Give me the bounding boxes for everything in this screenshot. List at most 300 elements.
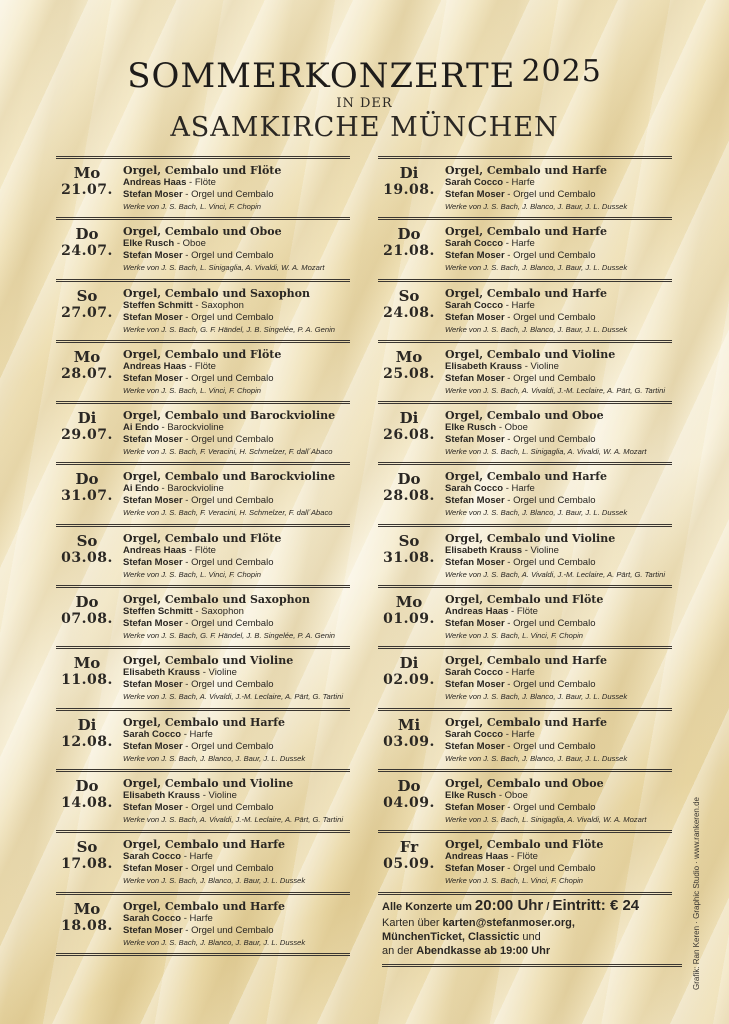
organist-instrument: - Orgel und Cembalo	[182, 189, 274, 200]
performer-line	[445, 729, 672, 741]
concert-info	[123, 225, 350, 273]
organist-line	[445, 863, 672, 875]
performer-name: Steffen Schmitt	[123, 299, 193, 311]
organist-name: Stefan Moser	[123, 740, 183, 752]
concert-info	[123, 777, 350, 825]
concert-works: Werke von J. S. Bach, L. Sinigaglia, A. Vivaldi, W. A. Mozart	[445, 447, 647, 457]
performer-instrument: - Oboe	[174, 238, 206, 250]
concert-entry	[56, 769, 350, 830]
concert-info	[123, 532, 350, 580]
performer-line	[445, 177, 672, 189]
organist-instrument: - Orgel und Cembalo	[182, 618, 274, 630]
organist-line	[123, 802, 350, 814]
performer-name: Elisabeth Krauss	[445, 360, 523, 372]
performer-instrument: - Violine	[200, 667, 237, 679]
concert-program: Orgel, Cembalo und Violine	[445, 347, 616, 361]
performer-instrument: - Flöte	[508, 851, 538, 863]
organist-instrument: - Orgel und Cembalo	[182, 924, 274, 936]
organist-name: Stefan Moser	[445, 556, 505, 568]
organist-instrument: - Orgel und Cembalo	[504, 740, 596, 752]
concert-date-value: 19.08.	[383, 182, 435, 198]
organist-instrument: - Orgel und Cembalo	[182, 250, 274, 262]
concert-entry	[56, 279, 350, 340]
concert-date	[378, 533, 440, 567]
organist-line	[123, 618, 350, 630]
concert-works: Werke von J. S. Bach, L. Vinci, F. Chopin	[445, 631, 584, 641]
organist-instrument: - Orgel und Cembalo	[182, 801, 274, 813]
concert-date	[378, 410, 440, 444]
performer-name: Ai Endo	[123, 422, 159, 434]
performer-instrument: - Harfe	[181, 851, 213, 863]
column-end-rule	[56, 953, 350, 956]
performer-instrument: - Violine	[522, 544, 559, 556]
outlets-line	[382, 930, 682, 944]
concert-program: Orgel, Cembalo und Violine	[123, 776, 294, 790]
organist-name: Stefan Moser	[445, 679, 505, 691]
organist-instrument: - Orgel und Cembalo	[504, 434, 596, 446]
performer-line	[445, 238, 672, 250]
organist-name: Stefan Moser	[123, 556, 183, 568]
concert-date-value: 24.08.	[383, 304, 435, 321]
organist-instrument: - Orgel und Cembalo	[182, 556, 274, 568]
performer-line	[445, 790, 672, 802]
concert-works: Werke von J. S. Bach, J. Blanco, J. Baur, J. L. Dussek	[445, 202, 628, 211]
title-year: 2025	[521, 54, 602, 89]
organist-line	[123, 557, 350, 569]
concert-date-value: 02.09.	[383, 672, 435, 689]
concert-info	[123, 838, 350, 886]
concert-date-value: 03.09.	[383, 733, 435, 750]
concert-date-value: 31.08.	[383, 549, 435, 566]
concert-weekday: Di	[399, 654, 419, 673]
organist-instrument: - Orgel und Cembalo	[504, 556, 596, 568]
organist-name: Stefan Moser	[123, 434, 183, 446]
graphic-credit: Grafik: Ran Keren · Graphic Studio · www.rankeren.de	[692, 797, 701, 990]
performer-name: Elke Rusch	[445, 789, 497, 801]
performer-line	[123, 422, 350, 434]
concert-entry	[378, 646, 672, 707]
concert-entry	[378, 462, 672, 523]
concert-program: Orgel, Cembalo und Oboe	[445, 776, 604, 790]
performer-line	[445, 667, 672, 679]
performer-name: Elisabeth Krauss	[123, 789, 201, 801]
performer-line	[123, 483, 350, 495]
organist-line	[445, 618, 672, 630]
performer-instrument: - Harfe	[503, 299, 535, 311]
performer-line	[445, 361, 672, 373]
concert-info	[445, 470, 672, 518]
concert-date	[56, 288, 118, 322]
concert-entry	[378, 769, 672, 830]
concert-weekday: Mo	[395, 347, 423, 366]
performer-name: Ai Endo	[123, 483, 159, 495]
performer-name: Elisabeth Krauss	[445, 544, 523, 556]
concert-works: Werke von J. S. Bach, J. Blanco, J. Baur, J. L. Dussek	[445, 508, 628, 518]
concert-date	[378, 655, 440, 689]
organist-line	[445, 189, 672, 201]
poster-title	[0, 54, 729, 96]
concert-date	[378, 594, 440, 628]
performer-instrument: - Oboe	[496, 422, 528, 434]
concert-info	[445, 838, 672, 886]
performer-instrument: - Flöte	[508, 606, 538, 618]
concert-info	[123, 409, 350, 457]
performer-name: Elke Rusch	[445, 422, 497, 434]
performer-instrument: - Flöte	[186, 360, 216, 372]
organist-instrument: - Orgel und Cembalo	[182, 495, 274, 507]
concert-date	[378, 839, 440, 873]
organist-line	[123, 863, 350, 875]
ticket-email-link[interactable]: karten@stefanmoser.org,	[442, 917, 575, 929]
concert-weekday: Mo	[73, 164, 101, 182]
organist-line	[445, 679, 672, 691]
performer-instrument: - Harfe	[503, 483, 535, 495]
concert-entry	[56, 892, 350, 953]
performer-name: Andreas Haas	[123, 360, 187, 372]
performer-instrument: - Violine	[200, 789, 237, 801]
concert-weekday: So	[398, 531, 420, 550]
performer-line	[123, 667, 350, 679]
performer-line	[123, 606, 350, 618]
concert-date	[378, 288, 440, 322]
concert-works: Werke von J. S. Bach, J. Blanco, J. Baur, J. L. Dussek	[445, 692, 628, 702]
concert-date-value: 31.07.	[61, 488, 113, 505]
concert-program: Orgel, Cembalo und Harfe	[445, 654, 608, 668]
concert-program: Orgel, Cembalo und Flöte	[445, 838, 604, 852]
concert-weekday: Fr	[399, 838, 419, 857]
concert-date-value: 18.08.	[61, 917, 113, 934]
concert-weekday: Di	[77, 409, 97, 428]
concert-works: Werke von J. S. Bach, A. Vivaldi, J.-M. Leclaire, A. Pärt, G. Tartini	[123, 692, 344, 702]
concert-info	[445, 654, 672, 702]
organist-line	[123, 312, 350, 324]
organist-instrument: - Orgel und Cembalo	[504, 189, 596, 200]
concert-date	[56, 655, 118, 689]
concert-date	[378, 165, 440, 199]
concert-program: Orgel, Cembalo und Harfe	[123, 899, 286, 913]
separator: /	[543, 901, 553, 913]
concert-info	[445, 409, 672, 457]
organist-instrument: - Orgel und Cembalo	[182, 372, 274, 384]
concert-date-value: 26.08.	[383, 427, 435, 444]
concert-info	[445, 593, 672, 641]
performer-instrument: - Harfe	[181, 912, 213, 924]
schedule-column-left	[56, 156, 350, 956]
concert-works: Werke von J. S. Bach, A. Vivaldi, J.-M. Leclaire, A. Pärt, G. Tartini	[123, 814, 344, 824]
performer-instrument: - Harfe	[503, 728, 535, 740]
concert-weekday: Do	[75, 225, 99, 244]
performer-instrument: - Flöte	[186, 544, 216, 556]
concert-date-value: 29.07.	[61, 427, 113, 444]
concert-entry	[378, 156, 672, 217]
concert-date	[378, 778, 440, 812]
concert-info	[445, 348, 672, 396]
organist-line	[123, 741, 350, 753]
concert-entry	[378, 401, 672, 462]
performer-name: Sarah Cocco	[445, 177, 504, 188]
concert-entry	[56, 156, 350, 217]
concert-works: Werke von J. S. Bach, L. Sinigaglia, A. Vivaldi, W. A. Mozart	[445, 814, 647, 824]
concert-date-value: 28.08.	[383, 488, 435, 505]
concert-weekday: So	[76, 286, 98, 305]
concert-entry	[378, 708, 672, 769]
organist-line	[123, 434, 350, 446]
concert-info	[123, 470, 350, 518]
concert-program: Orgel, Cembalo und Oboe	[445, 409, 604, 423]
concert-date-value: 21.07.	[61, 182, 113, 198]
concert-entry	[378, 217, 672, 278]
concert-program: Orgel, Cembalo und Harfe	[445, 470, 608, 484]
concert-date	[56, 165, 118, 199]
concert-works: Werke von J. S. Bach, F. Veracini, H. Schmelzer, F. dall´Abaco	[123, 508, 333, 518]
performer-instrument: - Harfe	[181, 728, 213, 740]
concert-entry	[378, 279, 672, 340]
concert-entry	[56, 462, 350, 523]
performer-line	[123, 729, 350, 741]
organist-line	[445, 434, 672, 446]
organist-name: Stefan Moser	[123, 679, 183, 691]
time-admission-line	[382, 897, 682, 916]
organist-line	[123, 679, 350, 691]
concert-program: Orgel, Cembalo und Oboe	[123, 225, 282, 239]
concert-entry	[56, 708, 350, 769]
concert-program: Orgel, Cembalo und Saxophon	[123, 286, 310, 300]
concert-date-value: 04.09.	[383, 794, 435, 811]
concert-weekday: Do	[397, 776, 421, 795]
venue-title: ASAMKIRCHE MÜNCHEN	[170, 112, 559, 143]
concert-date	[378, 471, 440, 505]
organist-name: Stefan Moser	[445, 311, 505, 323]
organist-name: Stefan Moser	[445, 801, 505, 813]
title-text: SOMMERKONZERTE	[127, 56, 516, 96]
outlets-suffix: und	[519, 931, 541, 943]
concert-works: Werke von J. S. Bach, L. Vinci, F. Chopin	[123, 385, 262, 395]
organist-name: Stefan Moser	[123, 372, 183, 384]
performer-line	[123, 300, 350, 312]
concert-entry	[378, 830, 672, 891]
concert-date	[56, 594, 118, 628]
organist-name: Stefan Moser	[445, 189, 505, 200]
performer-line	[445, 300, 672, 312]
concert-info	[123, 593, 350, 641]
performer-line	[123, 238, 350, 250]
ticket-outlets: MünchenTicket, Classictic	[382, 931, 520, 943]
concert-weekday: So	[76, 531, 98, 550]
performer-line	[445, 545, 672, 557]
performer-instrument: - Saxophon	[192, 299, 244, 311]
organist-name: Stefan Moser	[445, 618, 505, 630]
performer-name: Andreas Haas	[123, 544, 187, 556]
concert-date-value: 25.08.	[383, 365, 435, 382]
performer-instrument: - Harfe	[503, 177, 535, 188]
concert-program: Orgel, Cembalo und Saxophon	[123, 593, 310, 607]
concert-date-value: 24.07.	[61, 243, 113, 260]
performer-name: Sarah Cocco	[445, 483, 504, 495]
performer-name: Andreas Haas	[123, 177, 187, 188]
organist-line	[445, 373, 672, 385]
performer-name: Sarah Cocco	[123, 728, 182, 740]
subtitle-in-der: IN DER	[336, 96, 393, 111]
organist-line	[123, 495, 350, 507]
concert-works: Werke von J. S. Bach, G. F. Händel, J. B. Singelée, P. A. Genin	[123, 631, 336, 641]
concert-weekday: Do	[75, 470, 99, 489]
concert-info	[445, 716, 672, 764]
organist-instrument: - Orgel und Cembalo	[182, 863, 274, 875]
concert-weekday: Di	[399, 164, 419, 182]
concert-date	[56, 901, 118, 935]
performer-name: Sarah Cocco	[445, 299, 504, 311]
performer-instrument: - Barockvioline	[158, 422, 224, 434]
concert-entry	[378, 524, 672, 585]
performer-name: Sarah Cocco	[445, 728, 504, 740]
concert-works: Werke von J. S. Bach, L. Vinci, F. Chopin	[445, 876, 584, 886]
concert-weekday: Mo	[73, 654, 101, 673]
performer-instrument: - Flöte	[186, 177, 216, 188]
concert-info	[123, 654, 350, 702]
concert-date-value: 05.09.	[383, 856, 435, 873]
organist-name: Stefan Moser	[445, 434, 505, 446]
performer-line	[123, 851, 350, 863]
concert-works: Werke von J. S. Bach, J. Blanco, J. Baur, J. L. Dussek	[445, 324, 628, 334]
organist-line	[445, 741, 672, 753]
performer-name: Sarah Cocco	[123, 851, 182, 863]
performer-instrument: - Harfe	[503, 667, 535, 679]
concert-works: Werke von J. S. Bach, F. Veracini, H. Schmelzer, F. dall´Abaco	[123, 447, 333, 457]
concert-program: Orgel, Cembalo und Harfe	[123, 715, 286, 729]
concert-program: Orgel, Cembalo und Harfe	[445, 715, 608, 729]
concert-date-value: 17.08.	[61, 856, 113, 873]
organist-instrument: - Orgel und Cembalo	[504, 618, 596, 630]
concert-works: Werke von J. S. Bach, J. Blanco, J. Baur, J. L. Dussek	[123, 937, 306, 947]
concert-works: Werke von J. S. Bach, A. Vivaldi, J.-M. Leclaire, A. Pärt, G. Tartini	[445, 385, 666, 395]
organist-instrument: - Orgel und Cembalo	[182, 679, 274, 691]
concert-works: Werke von J. S. Bach, J. Blanco, J. Baur, J. L. Dussek	[123, 753, 306, 763]
concert-info	[123, 348, 350, 396]
admission-price: Eintritt: € 24	[552, 897, 640, 914]
organist-line	[445, 802, 672, 814]
time-prefix: Alle Konzerte um	[382, 901, 475, 913]
organist-instrument: - Orgel und Cembalo	[182, 434, 274, 446]
tickets-prefix: Karten über	[382, 917, 443, 929]
organist-line	[445, 312, 672, 324]
concert-program: Orgel, Cembalo und Barockvioline	[123, 409, 336, 423]
concert-date	[378, 717, 440, 751]
performer-line	[445, 606, 672, 618]
concert-date	[56, 471, 118, 505]
concert-date-value: 07.08.	[61, 611, 113, 628]
concert-date	[378, 349, 440, 383]
organist-line	[123, 925, 350, 937]
concert-entry	[56, 217, 350, 278]
concert-date	[56, 778, 118, 812]
box-office: Abendkasse ab 19:00 Uhr	[416, 945, 551, 957]
concert-info	[123, 716, 350, 764]
concert-date	[56, 533, 118, 567]
organist-instrument: - Orgel und Cembalo	[504, 372, 596, 384]
concert-date-value: 11.08.	[61, 672, 113, 689]
performer-name: Sarah Cocco	[445, 238, 504, 250]
concert-date-value: 03.08.	[61, 549, 113, 566]
performer-line	[123, 790, 350, 802]
box-office-prefix: an der	[382, 945, 417, 957]
organist-line	[445, 495, 672, 507]
concert-entry	[56, 585, 350, 646]
concert-weekday: Mo	[395, 593, 423, 612]
concert-program: Orgel, Cembalo und Flöte	[123, 531, 282, 545]
organist-instrument: - Orgel und Cembalo	[504, 250, 596, 262]
organist-line	[445, 557, 672, 569]
concert-time: 20:00 Uhr	[474, 897, 544, 914]
concert-entry	[56, 646, 350, 707]
performer-line	[445, 851, 672, 863]
performer-instrument: - Barockvioline	[158, 483, 224, 495]
concert-program: Orgel, Cembalo und Harfe	[445, 286, 608, 300]
organist-name: Stefan Moser	[123, 495, 183, 507]
performer-name: Elke Rusch	[123, 238, 175, 250]
concert-works: Werke von J. S. Bach, L. Vinci, F. Chopin	[123, 202, 262, 211]
performer-name: Andreas Haas	[445, 851, 509, 863]
performer-line	[445, 483, 672, 495]
concert-program: Orgel, Cembalo und Flöte	[123, 164, 282, 177]
performer-instrument: - Harfe	[503, 238, 535, 250]
concert-weekday: Mo	[73, 347, 101, 366]
concert-info	[445, 287, 672, 335]
concert-info	[445, 225, 672, 273]
box-office-line	[382, 944, 682, 958]
performer-name: Sarah Cocco	[445, 667, 504, 679]
organist-line	[445, 250, 672, 262]
organist-instrument: - Orgel und Cembalo	[504, 311, 596, 323]
concert-works: Werke von J. S. Bach, L. Vinci, F. Chopin	[123, 569, 262, 579]
concert-program: Orgel, Cembalo und Flöte	[123, 347, 282, 361]
performer-line	[123, 913, 350, 925]
concert-date-value: 12.08.	[61, 733, 113, 750]
organist-name: Stefan Moser	[123, 311, 183, 323]
ticket-info	[382, 897, 682, 967]
organist-line	[123, 373, 350, 385]
organist-instrument: - Orgel und Cembalo	[182, 311, 274, 323]
concert-works: Werke von J. S. Bach, J. Blanco, J. Baur, J. L. Dussek	[123, 876, 306, 886]
concert-entry	[56, 401, 350, 462]
performer-instrument: - Oboe	[496, 789, 528, 801]
organist-name: Stefan Moser	[123, 863, 183, 875]
concert-weekday: Do	[75, 776, 99, 795]
concert-weekday: So	[76, 838, 98, 857]
concert-program: Orgel, Cembalo und Harfe	[445, 164, 608, 177]
concert-weekday: So	[398, 286, 420, 305]
tickets-line	[382, 916, 682, 930]
concert-weekday: Di	[77, 715, 97, 734]
column-end-rule	[378, 892, 672, 895]
concert-weekday: Do	[75, 593, 99, 612]
organist-name: Stefan Moser	[123, 250, 183, 262]
concert-weekday: Mo	[73, 899, 101, 918]
performer-instrument: - Saxophon	[192, 606, 244, 618]
performer-line	[123, 177, 350, 189]
organist-instrument: - Orgel und Cembalo	[504, 863, 596, 875]
organist-name: Stefan Moser	[445, 372, 505, 384]
performer-instrument: - Violine	[522, 360, 559, 372]
concert-date-value: 01.09.	[383, 611, 435, 628]
organist-line	[123, 189, 350, 201]
performer-line	[123, 545, 350, 557]
organist-name: Stefan Moser	[445, 250, 505, 262]
concert-date-value: 27.07.	[61, 304, 113, 321]
concert-entry	[56, 524, 350, 585]
concert-date	[56, 717, 118, 751]
concert-works: Werke von J. S. Bach, J. Blanco, J. Baur, J. L. Dussek	[445, 263, 628, 273]
concert-info	[123, 287, 350, 335]
